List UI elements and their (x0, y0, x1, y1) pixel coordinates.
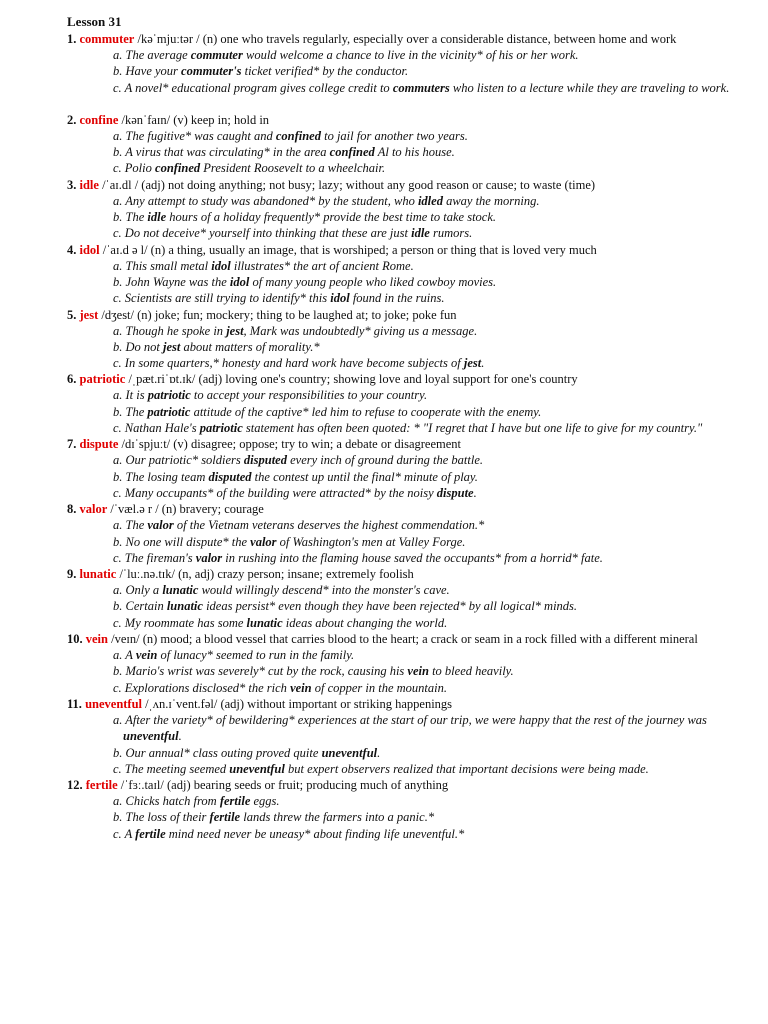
vocab-entry (67, 501, 732, 566)
example-text: hours of a holiday frequently* provide the best time to take stock. (166, 210, 497, 225)
example-text: b. Certain (113, 599, 167, 614)
entry-word: confine (79, 112, 119, 127)
example-text: , Mark was undoubtedly* giving us a message. (243, 323, 478, 338)
entry-definition (67, 777, 732, 793)
entry-definition-text: /ˈaɪ.d ə l/ (n) a thing, usually an image, that is worshiped; a person or thing that is loved very much (99, 242, 597, 257)
highlighted-word: patriotic (147, 404, 191, 419)
entry-definition-text: /dɪˈspjuːt/ (v) disagree; oppose; try to win; a debate or disagreement (118, 437, 462, 452)
entry-definition-text: /ˈvæl.ə r / (n) bravery; courage (107, 502, 264, 517)
highlighted-word: disputed (243, 453, 287, 468)
highlighted-word: valor (195, 550, 223, 565)
example-text: c. A novel* educational program gives college credit to (113, 80, 393, 95)
example-text: b. John Wayne was the (113, 274, 230, 289)
example-text: a. The fugitive* was caught and (113, 128, 276, 143)
entry-word: idol (79, 242, 100, 257)
example-sentence (67, 225, 732, 241)
example-sentence (67, 387, 732, 403)
example-text: b. The (113, 404, 148, 419)
example-text: a. Chicks hatch from (113, 794, 220, 809)
example-text: illustrates* the art of ancient Rome. (230, 258, 414, 273)
entry-word: commuter (79, 32, 135, 46)
example-sentence (67, 339, 732, 355)
entry-number: 1. (67, 32, 80, 46)
example-text: c. My roommate has some (113, 615, 247, 630)
example-text: to accept your responsibilities to your country. (190, 388, 428, 403)
example-text: c. The meeting seemed (113, 761, 230, 776)
highlighted-word: lunatic (166, 599, 203, 614)
entry-definition-text: /ˌpæt.riˈɒt.ɪk/ (adj) loving one's country; showing love and loyal support for one's country (125, 372, 578, 387)
example-text: every inch of ground during the battle. (286, 453, 484, 468)
example-text: a. It is (113, 388, 148, 403)
example-text: b. The loss of their (113, 810, 210, 825)
example-sentence (67, 160, 732, 176)
highlighted-word: uneventful (123, 729, 179, 744)
vocab-entry (67, 242, 732, 307)
vocab-entry (67, 631, 732, 696)
highlighted-word: vein (290, 680, 312, 695)
example-text: mind need never be uneasy* about finding life uneventful.* (165, 826, 465, 841)
entry-word: valor (79, 502, 108, 517)
entry-definition (67, 371, 732, 387)
example-text: to bleed heavily. (428, 664, 514, 679)
highlighted-word: lunatic (246, 615, 283, 630)
entry-number: 9. (67, 567, 80, 582)
example-text: . (377, 745, 381, 760)
entry-definition (67, 501, 732, 517)
example-sentence (67, 745, 732, 761)
example-text: ideas persist* even though they have been rejected* by all logical* minds. (202, 599, 578, 614)
example-text: c. The fireman's (113, 550, 196, 565)
example-text: b. Have your (113, 64, 182, 79)
entry-number: 11. (67, 696, 86, 711)
example-text: a. The (113, 518, 148, 533)
example-sentence (67, 647, 732, 663)
entry-definition (67, 436, 732, 452)
spacer (67, 96, 732, 112)
example-text: c. In some quarters,* honesty and hard work have become subjects of (113, 356, 464, 371)
highlighted-word: vein (135, 648, 158, 663)
vocab-entry (67, 177, 732, 242)
highlighted-word: commuter's (181, 64, 242, 79)
example-text: attitude of the captive* led him to refuse to cooperate with the enemy. (190, 404, 542, 419)
entry-number: 8. (67, 502, 80, 517)
entry-word: idle (79, 177, 99, 192)
example-sentence (67, 355, 732, 371)
example-sentence (67, 761, 732, 777)
lesson-title: Lesson 31 (67, 14, 122, 29)
entry-word: dispute (79, 437, 119, 452)
example-text: but expert observers realized that important decisions were being made. (284, 761, 649, 776)
example-text: of the Vietnam veterans deserves the highest commendation.* (173, 518, 485, 533)
example-text: of lunacy* seemed to run in the family. (157, 648, 355, 663)
example-text: ideas about changing the world. (282, 615, 448, 630)
entry-definition (67, 112, 732, 128)
example-sentence (67, 47, 732, 63)
vocab-entry (67, 31, 732, 96)
example-text: b. Do not (113, 339, 163, 354)
vocab-entry (67, 436, 732, 501)
highlighted-word: idol (211, 258, 231, 273)
example-text: of many young people who liked cowboy movies. (249, 274, 497, 289)
entry-number: 6. (67, 372, 80, 387)
highlighted-word: commuters (392, 80, 450, 95)
entry-number: 12. (67, 778, 86, 793)
highlighted-word: jest (463, 356, 482, 371)
example-sentence (67, 144, 732, 160)
highlighted-word: confined (155, 161, 201, 176)
highlighted-word: vein (407, 664, 429, 679)
entry-definition (67, 631, 732, 647)
entry-number: 10. (67, 632, 86, 647)
example-sentence (67, 680, 732, 696)
entry-definition-text: /kəˈmjuːtər / (n) one who travels regularly, especially over a considerable distance, between home and work (134, 32, 677, 46)
example-text: rumors. (429, 226, 473, 241)
example-text: of copper in the mountain. (311, 680, 447, 695)
entry-definition-text: /veɪn/ (n) mood; a blood vessel that carries blood to the heart; a crack or seam in a rock filled with a different mineral (107, 632, 698, 647)
entry-definition (67, 307, 732, 323)
entry-word: fertile (85, 778, 118, 793)
example-text: statement has often been quoted: * "I regret that I have but one life to give for my country." (242, 421, 703, 436)
example-text: who listen to a lecture while they are traveling to work. (449, 80, 730, 95)
highlighted-word: commuter (190, 48, 243, 62)
example-sentence (67, 663, 732, 679)
example-text: b. The losing team (113, 469, 209, 484)
entry-word: uneventful (85, 696, 143, 711)
example-text: a. A (113, 648, 136, 663)
entry-definition (67, 242, 732, 258)
entry-definition (67, 566, 732, 582)
example-sentence (67, 534, 732, 550)
example-text: b. The (113, 210, 148, 225)
highlighted-word: idol (229, 274, 250, 289)
example-text: a. After the variety* of bewildering* experiences at the start of our trip, we were happy that the rest of the journey was (113, 712, 707, 727)
example-sentence (67, 598, 732, 614)
example-sentence (67, 712, 732, 745)
entry-definition (67, 696, 732, 712)
example-text: a. This small metal (113, 258, 212, 273)
example-sentence (67, 63, 732, 79)
entry-number: 7. (67, 437, 80, 452)
entry-definition-text: /ˈfɜː.taɪl/ (adj) bearing seeds or fruit; producing much of anything (117, 778, 449, 793)
example-sentence (67, 826, 732, 842)
example-text: Al to his house. (374, 145, 455, 160)
example-text: ticket verified* by the conductor. (241, 64, 409, 79)
vocab-entry (67, 566, 732, 631)
vocab-entry (67, 777, 732, 842)
example-text: c. Explorations disclosed* the rich (113, 680, 291, 695)
example-sentence (67, 258, 732, 274)
example-sentence (67, 323, 732, 339)
highlighted-word: dispute (436, 485, 474, 500)
example-sentence (67, 274, 732, 290)
entry-word: jest (79, 307, 99, 322)
highlighted-word: idol (330, 291, 350, 306)
example-sentence (67, 550, 732, 566)
entry-definition-text: /ˈluː.nə.tɪk/ (n, adj) crazy person; insane; extremely foolish (116, 567, 414, 582)
example-text: of Washington's men at Valley Forge. (276, 534, 466, 549)
example-text: b. Mario's wrist was severely* cut by the rock, causing his (113, 664, 408, 679)
highlighted-word: jest (163, 339, 181, 354)
example-text: would welcome a chance to live in the vicinity* of his or her work. (242, 48, 579, 62)
entry-definition-text: /ˌʌn.ɪˈvent.fəl/ (adj) without important or striking happenings (142, 696, 453, 711)
example-text: the contest up until the final* minute of play. (251, 469, 478, 484)
example-text: c. Polio (113, 161, 156, 176)
vocabulary-list (67, 31, 732, 842)
example-text: c. Do not deceive* yourself into thinking that these are just (113, 226, 412, 241)
highlighted-word: confined (275, 128, 321, 143)
example-text: c. Nathan Hale's (113, 421, 200, 436)
example-text: b. A virus that was circulating* in the area (113, 145, 330, 160)
example-sentence (67, 469, 732, 485)
example-text: . (178, 729, 182, 744)
highlighted-word: disputed (208, 469, 252, 484)
example-sentence (67, 209, 732, 225)
example-sentence (67, 615, 732, 631)
example-sentence (67, 485, 732, 501)
example-text: to jail for another two years. (320, 128, 468, 143)
example-text: would willingly descend* into the monster's cave. (198, 583, 450, 598)
example-sentence (67, 793, 732, 809)
vocab-entry (67, 112, 732, 177)
vocab-entry (67, 696, 732, 777)
example-text: a. Though he spoke in (113, 323, 227, 338)
highlighted-word: idle (411, 226, 430, 241)
example-sentence (67, 809, 732, 825)
example-sentence (67, 404, 732, 420)
example-text: c. Scientists are still trying to identify* this (113, 291, 331, 306)
example-text: in rushing into the flaming house saved the occupants* from a horrid* fate. (222, 550, 603, 565)
example-sentence (67, 420, 732, 436)
entry-definition (67, 177, 732, 193)
example-text: b. Our annual* class outing proved quite (113, 745, 322, 760)
highlighted-word: jest (226, 323, 244, 338)
example-text: a. Any attempt to study was abandoned* by the student, who (113, 193, 418, 208)
example-text: c. A (113, 826, 136, 841)
example-text: found in the ruins. (349, 291, 445, 306)
vocab-entry (67, 307, 732, 372)
example-sentence (67, 193, 732, 209)
highlighted-word: idle (147, 210, 167, 225)
example-text: c. Many occupants* of the building were attracted* by the noisy (113, 485, 437, 500)
example-sentence (67, 452, 732, 468)
example-text: . (481, 356, 485, 371)
highlighted-word: fertile (219, 794, 251, 809)
example-text: . (473, 485, 477, 500)
highlighted-word: patriotic (199, 421, 243, 436)
entry-number: 2. (67, 112, 80, 127)
entry-definition (67, 31, 732, 47)
highlighted-word: confined (329, 145, 375, 160)
example-text: a. Only a (113, 583, 163, 598)
example-text: a. Our patriotic* soldiers (113, 453, 244, 468)
example-sentence (67, 290, 732, 306)
example-text: a. The average (113, 48, 191, 62)
example-text: b. No one will dispute* the (113, 534, 251, 549)
entry-definition-text: /ˈaɪ.dl / (adj) not doing anything; not busy; lazy; without any good reason or cause; to waste (time) (98, 177, 596, 192)
example-sentence (67, 582, 732, 598)
entry-definition-text: /kənˈfaɪn/ (v) keep in; hold in (118, 112, 270, 127)
highlighted-word: fertile (209, 810, 241, 825)
highlighted-word: uneventful (321, 745, 378, 760)
entry-word: lunatic (79, 567, 117, 582)
example-text: eggs. (250, 794, 280, 809)
example-sentence (67, 517, 732, 533)
highlighted-word: valor (147, 518, 174, 533)
entry-number: 3. (67, 177, 80, 192)
example-text: away the morning. (442, 193, 540, 208)
vocab-entry (67, 371, 732, 436)
highlighted-word: idled (417, 193, 443, 208)
highlighted-word: lunatic (162, 583, 199, 598)
example-sentence (67, 80, 732, 96)
entry-number: 4. (67, 242, 80, 257)
entry-word: patriotic (79, 372, 126, 387)
highlighted-word: patriotic (147, 388, 191, 403)
entry-word: vein (85, 632, 108, 647)
example-text: about matters of morality.* (180, 339, 320, 354)
example-sentence (67, 128, 732, 144)
highlighted-word: valor (250, 534, 277, 549)
entry-definition-text: /dʒest/ (n) joke; fun; mockery; thing to be laughed at; to joke; poke fun (98, 307, 457, 322)
highlighted-word: uneventful (229, 761, 285, 776)
entry-number: 5. (67, 307, 80, 322)
example-text: President Roosevelt to a wheelchair. (200, 161, 386, 176)
highlighted-word: fertile (135, 826, 166, 841)
example-text: lands threw the farmers into a panic.* (240, 810, 435, 825)
